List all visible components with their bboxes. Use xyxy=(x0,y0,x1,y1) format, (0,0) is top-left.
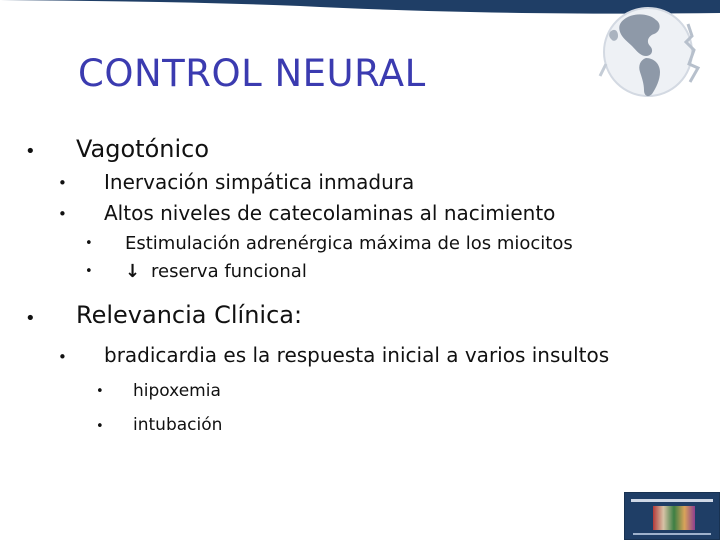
bullet-hipoxemia: hipoxemia xyxy=(133,381,221,401)
bullet-inervacion: Inervación simpática inmadura xyxy=(104,170,415,194)
bullet-icon: • xyxy=(58,348,67,366)
bullet-icon: • xyxy=(85,236,93,251)
bullet-icon: • xyxy=(96,384,104,399)
bullet-icon: • xyxy=(58,205,67,223)
slide-title: CONTROL NEURAL xyxy=(78,52,426,95)
bullet-estimulacion: Estimulación adrenérgica máxima de los miocitos xyxy=(125,233,573,254)
bullet-catecolaminas: Altos niveles de catecolaminas al nacimiento xyxy=(104,201,556,225)
bullet-icon: • xyxy=(96,419,104,434)
bullet-icon: • xyxy=(25,141,36,162)
bullet-icon: • xyxy=(85,264,93,279)
bullet-bradicardia: bradicardia es la respuesta inicial a varios insultos xyxy=(104,343,610,367)
bullet-vagotonico: Vagotónico xyxy=(76,135,210,163)
bullet-relevancia: Relevancia Clínica: xyxy=(76,301,303,329)
bullet-icon: • xyxy=(58,174,67,192)
arrow-down-icon: ↓ xyxy=(125,261,141,282)
globe-americas-icon xyxy=(588,2,720,110)
bullet-reserva: reserva funcional xyxy=(151,261,307,282)
bullet-icon: • xyxy=(25,308,36,329)
society-logo-icon xyxy=(624,492,720,540)
bullet-intubacion: intubación xyxy=(133,415,223,435)
